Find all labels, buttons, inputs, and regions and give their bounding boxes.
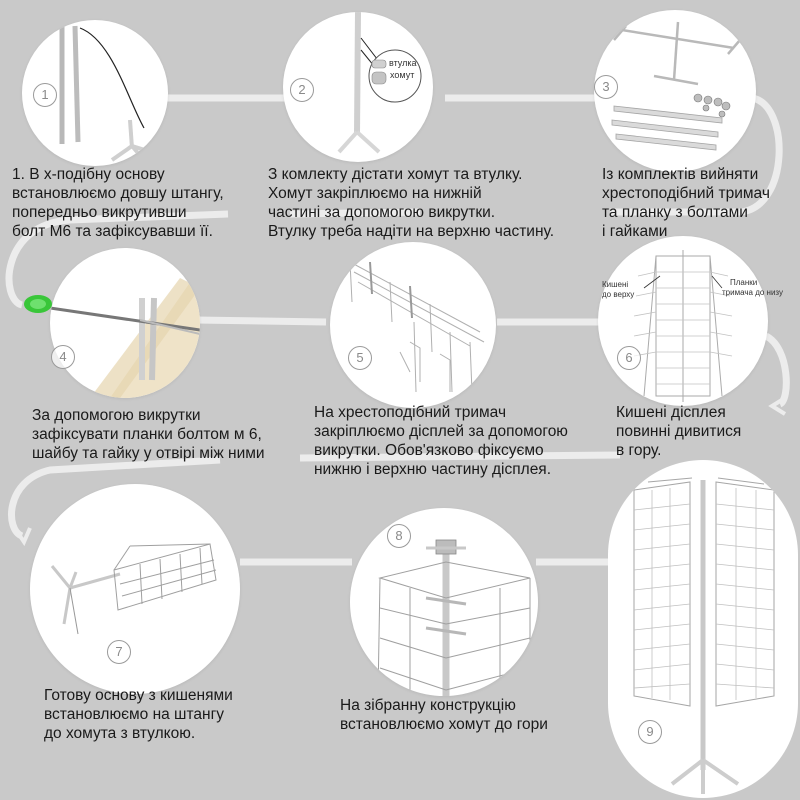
base-on-pole-drawing <box>30 484 240 694</box>
step-3-number: 3 <box>594 75 618 99</box>
step-5-illustration <box>330 242 496 408</box>
step-4-illustration <box>50 248 200 398</box>
step-9-number: 9 <box>638 720 662 744</box>
cross-holder-and-plates-drawing <box>594 10 756 172</box>
display-orientation-drawing <box>598 236 768 406</box>
step-8-number: 8 <box>387 524 411 548</box>
step-3-caption: Із комплектів вийняти хрестоподібний тримач та планку з болтами і гайками <box>602 166 770 240</box>
step-3-illustration <box>594 10 756 172</box>
label-holder-plates-down: Планки тримача до низу <box>722 278 783 297</box>
step-7-number: 7 <box>107 640 131 664</box>
screwdriver-and-plates-drawing <box>50 248 200 398</box>
step-2-number: 2 <box>290 78 314 102</box>
step-4-number: 4 <box>51 345 75 369</box>
label-clamp: хомут <box>390 70 415 80</box>
step-6-illustration <box>598 236 768 406</box>
step-6-caption: Кишені дісплея повинні дивитися в гору. <box>616 404 742 459</box>
step-8-illustration <box>350 508 538 696</box>
step-1-number: 1 <box>33 83 57 107</box>
step-1-caption: 1. В х-подібну основу встановлюємо довшу штангу, попередньо викрутивши болт М6 та зафіксувавши її. <box>12 166 224 240</box>
step-6-number: 6 <box>617 346 641 370</box>
step-7-caption: Готову основу з кишенями встановлюємо на штангу до хомута з втулкою. <box>44 687 233 742</box>
step-5-number: 5 <box>348 346 372 370</box>
clamp-on-top-drawing <box>350 508 538 696</box>
label-pockets-up: Кишені до верху <box>602 280 635 299</box>
assembled-display-stand-drawing <box>608 460 798 798</box>
step-2-caption: З комлекту дістати хомут та втулку. Хомут закріплюємо на нижній частині за допомогою викрутки. Втулку треба надіти на верхню частину. <box>268 166 555 240</box>
display-on-holder-drawing <box>330 242 496 408</box>
label-sleeve: втулка <box>389 58 417 68</box>
step-9-illustration <box>608 460 798 798</box>
step-4-caption: За допомогою викрутки зафіксувати планки болтом м 6, шайбу та гайку у отвірі між ними <box>32 407 265 462</box>
screwdriver-handle-icon <box>20 290 60 320</box>
step-8-caption: На зібранну конструкцію встановлюємо хомут до гори <box>340 697 548 733</box>
step-7-illustration <box>30 484 240 694</box>
step-5-caption: На хрестоподібний тримач закріплюємо дісплей за допомогою викрутки. Обов'язково фіксуємо нижню і верхню частину дісплея. <box>314 404 568 478</box>
